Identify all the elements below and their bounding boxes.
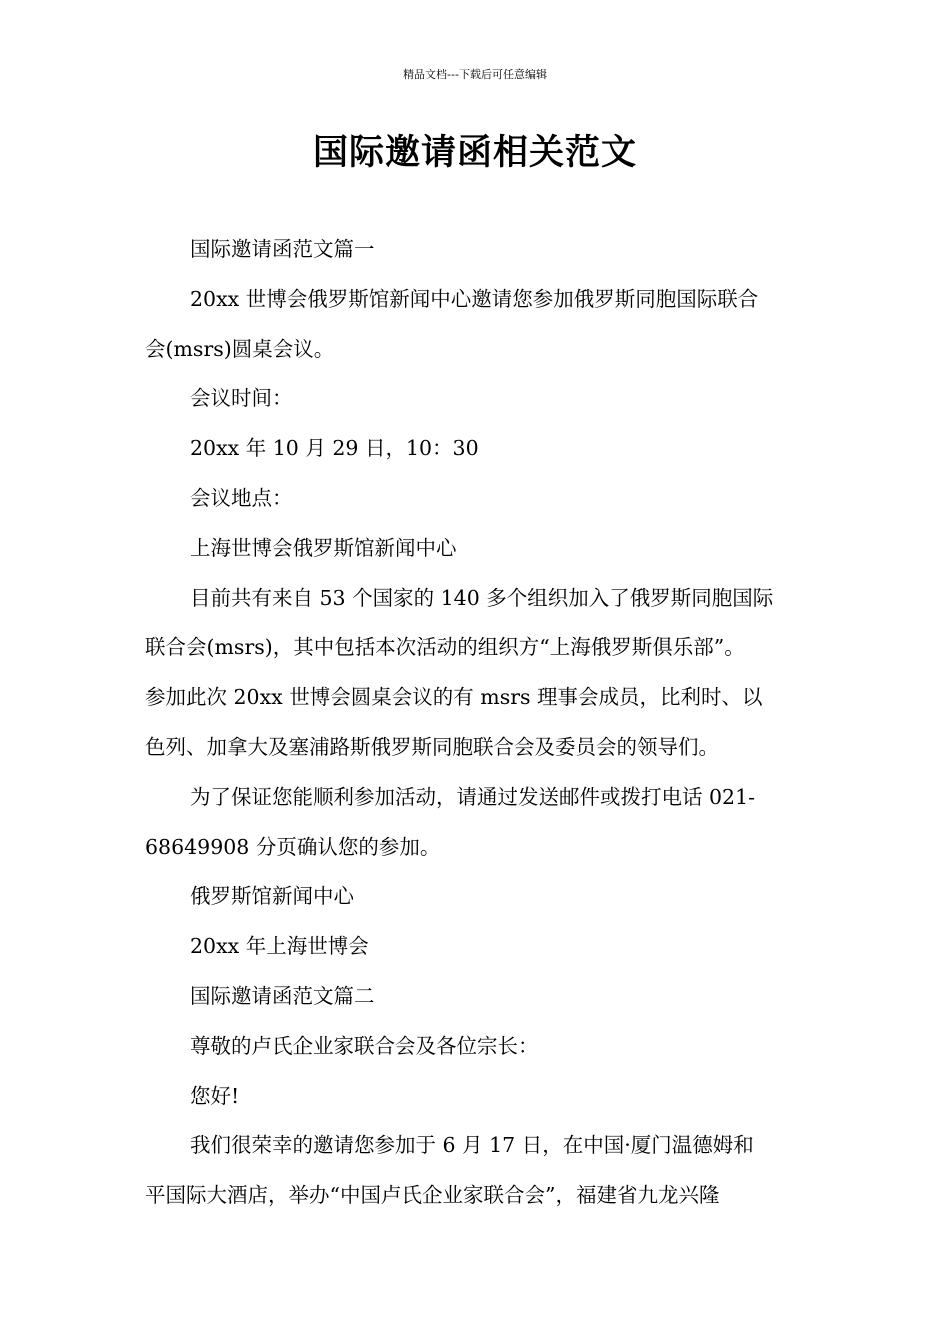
- paragraph-line: 目前共有来自 53 个国家的 140 多个组织加入了俄罗斯同胞国际: [190, 585, 774, 610]
- header-note: 精品文档---下载后可任意编辑: [403, 68, 547, 81]
- paragraph-line: 20xx 世博会俄罗斯馆新闻中心邀请您参加俄罗斯同胞国际联合: [190, 286, 759, 311]
- section-heading-2: 国际邀请函范文篇二: [190, 983, 375, 1008]
- salutation: 尊敬的卢氏企业家联合会及各位宗长：: [190, 1033, 539, 1058]
- meeting-time-label: 会议时间：: [190, 386, 293, 411]
- paragraph-line: 联合会(msrs)，其中包括本次活动的组织方“上海俄罗斯俱乐部”。: [145, 635, 745, 660]
- paragraph-line: 我们很荣幸的邀请您参加于 6 月 17 日，在中国·厦门温德姆和: [190, 1133, 754, 1158]
- paragraph-line: 68649908 分页确认您的参加。: [145, 834, 441, 859]
- meeting-location-label: 会议地点：: [190, 485, 293, 510]
- signature-organization: 俄罗斯馆新闻中心: [190, 884, 354, 909]
- meeting-time-value: 20xx 年 10 月 29 日，10：30: [190, 436, 479, 461]
- paragraph-line: 平国际大酒店，举办“中国卢氏企业家联合会”，福建省九龙兴隆: [145, 1183, 720, 1208]
- paragraph-line: 参加此次 20xx 世博会圆桌会议的有 msrs 理事会成员，比利时、以: [145, 685, 763, 710]
- greeting: 您好!: [190, 1083, 240, 1108]
- meeting-location-value: 上海世博会俄罗斯馆新闻中心: [190, 535, 457, 560]
- signature-event: 20xx 年上海世博会: [190, 934, 369, 959]
- paragraph-line: 会(msrs)圆桌会议。: [145, 336, 335, 361]
- section-heading-1: 国际邀请函范文篇一: [190, 237, 375, 261]
- paragraph-line: 色列、加拿大及塞浦路斯俄罗斯同胞联合会及委员会的领导们。: [145, 734, 719, 759]
- document-title: 国际邀请函相关范文: [312, 133, 637, 173]
- paragraph-line: 为了保证您能顺利参加活动，请通过发送邮件或拨打电话 021-: [190, 784, 756, 809]
- document-body: [145, 225, 805, 1221]
